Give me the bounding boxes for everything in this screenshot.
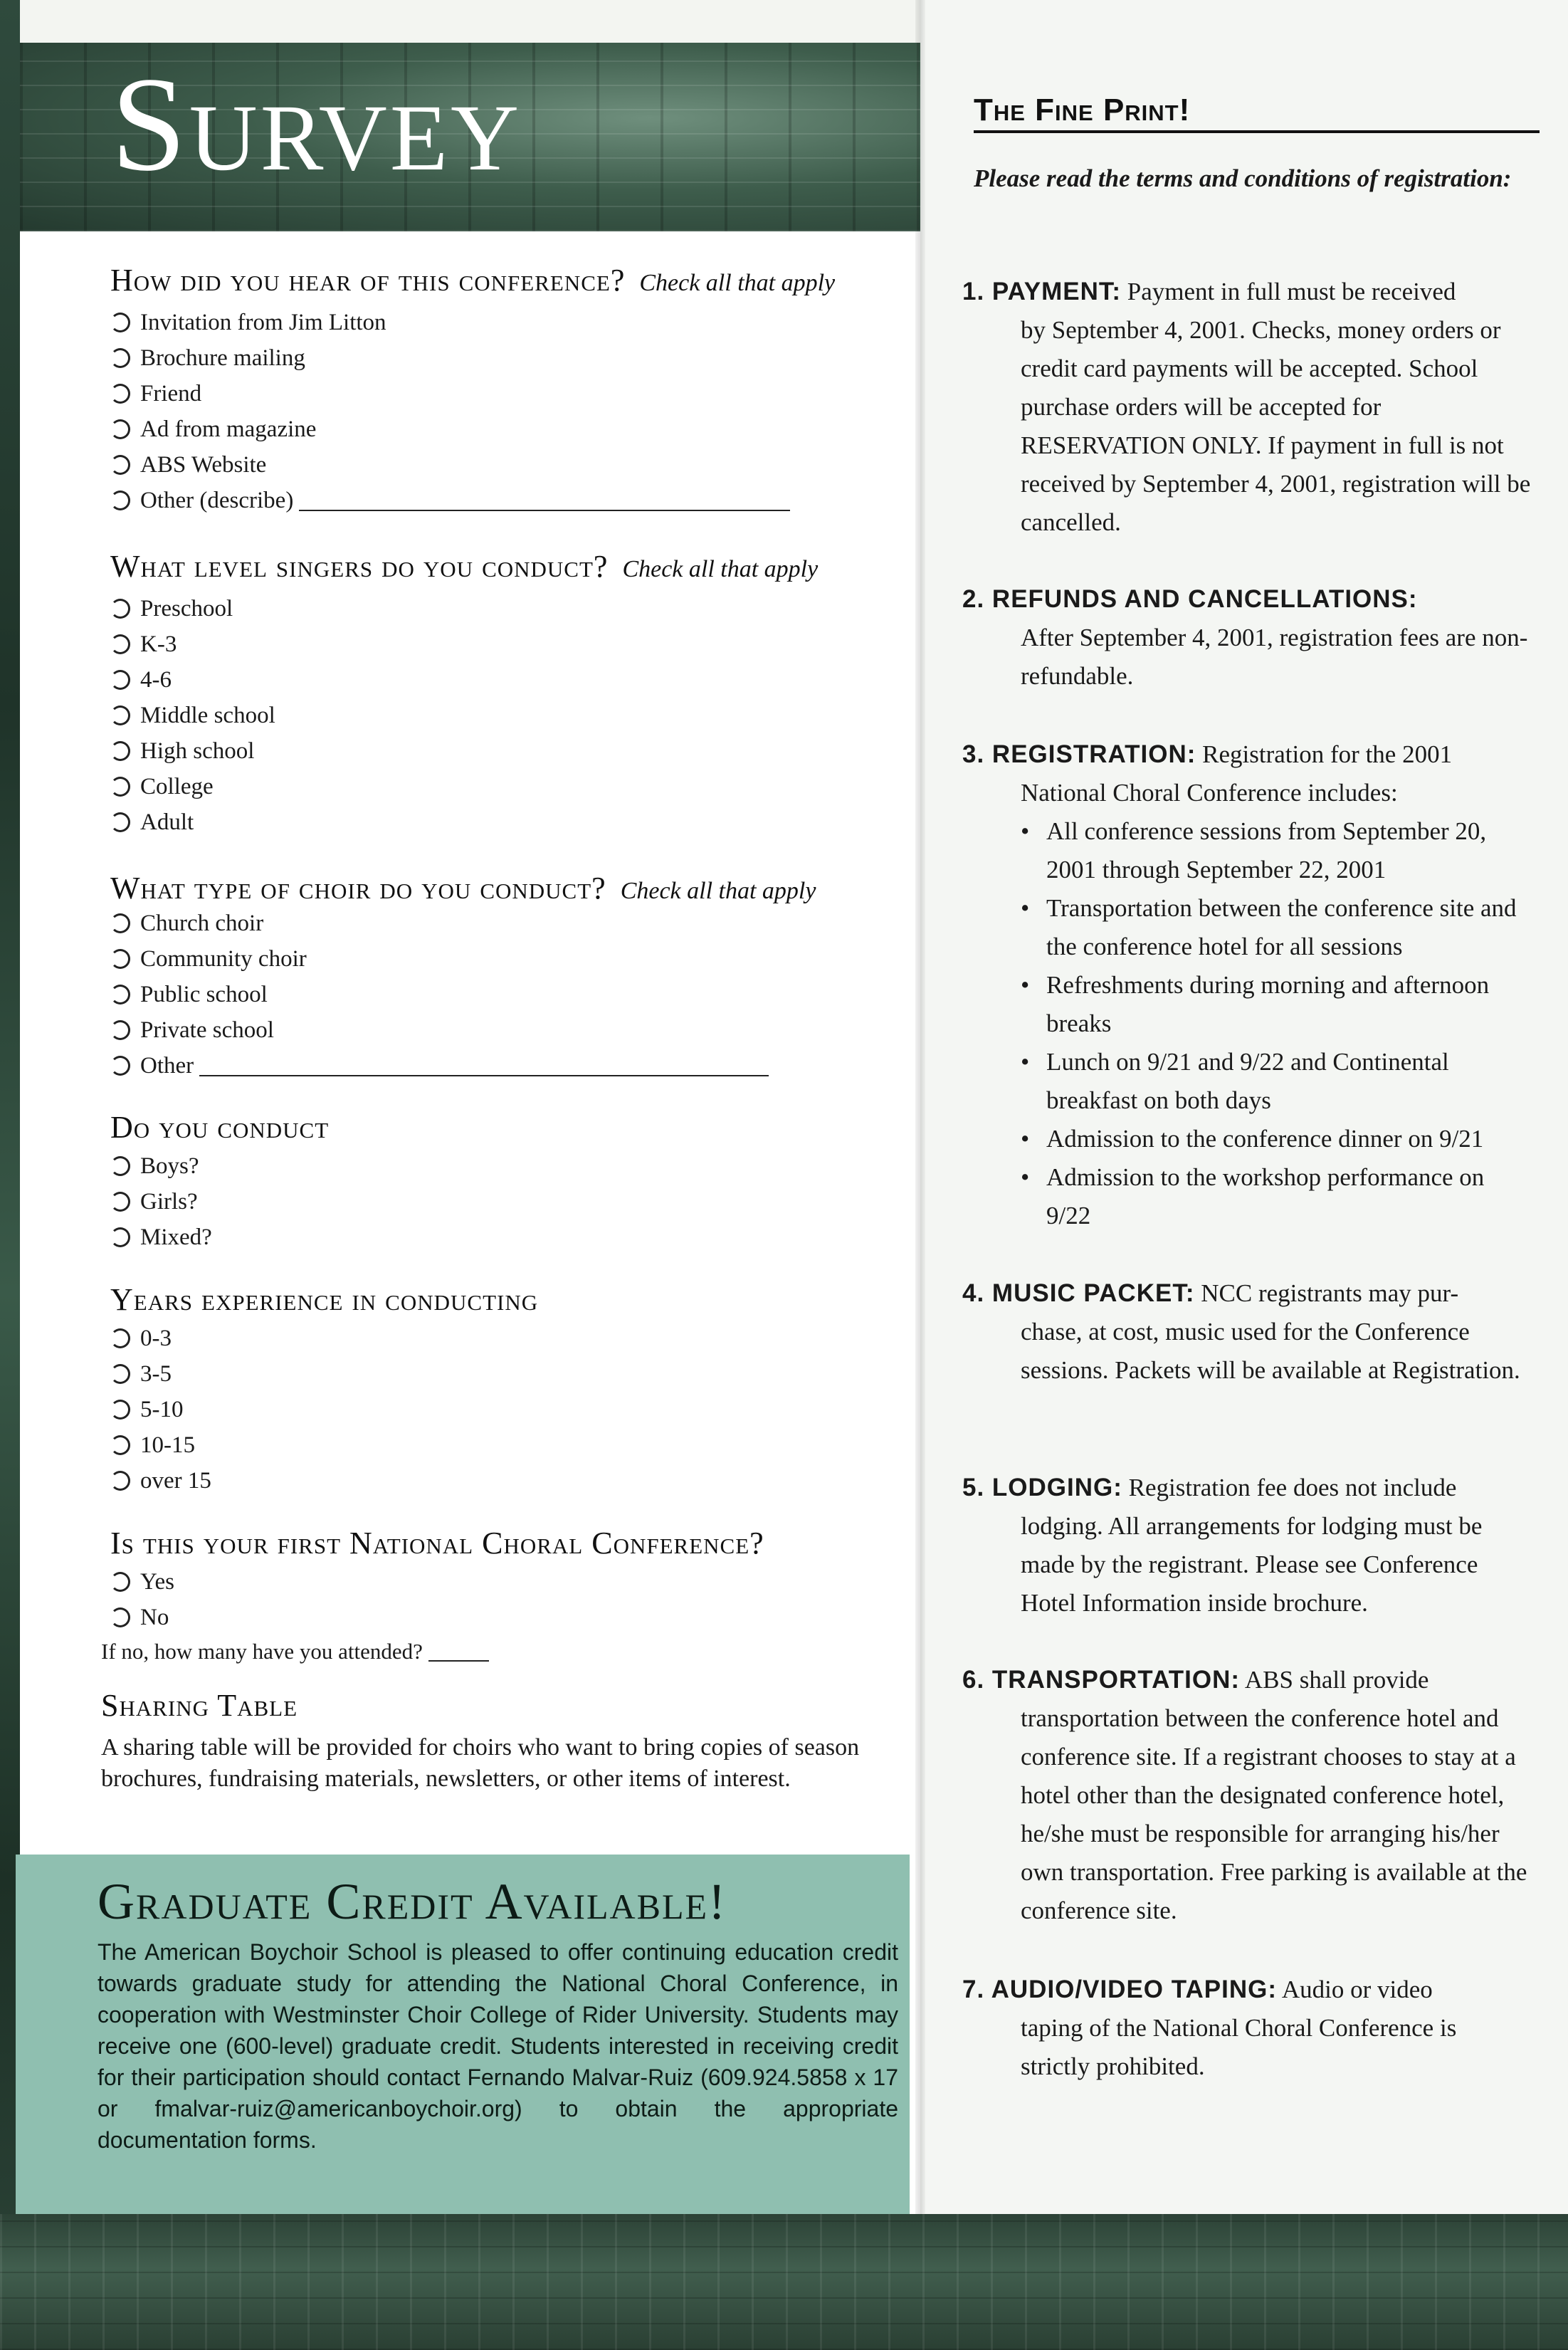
options-level xyxy=(110,591,275,840)
checkbox-circle-icon[interactable] xyxy=(110,705,130,725)
question-heading-conduct xyxy=(110,1109,329,1145)
options-conduct xyxy=(110,1148,212,1255)
checkbox-circle-icon[interactable] xyxy=(110,1056,130,1076)
checkbox-circle-icon[interactable] xyxy=(110,491,130,510)
option-no[interactable]: No xyxy=(110,1600,174,1635)
option-preschool[interactable]: Preschool xyxy=(110,591,275,626)
option-community-choir[interactable]: Community choir xyxy=(110,941,769,977)
graduate-credit-title: Graduate Credit Available! xyxy=(98,1873,727,1930)
checkbox-circle-icon[interactable] xyxy=(110,1156,130,1176)
option-high-school[interactable]: High school xyxy=(110,733,275,769)
term-refunds: 2. REFUNDS AND CANCELLATIONS: After September 4, 2001, registration fees are non-refundable. xyxy=(962,585,1528,690)
option-3-5[interactable]: 3-5 xyxy=(110,1356,211,1392)
checkbox-circle-icon[interactable] xyxy=(110,812,130,832)
checkbox-circle-icon[interactable] xyxy=(110,1607,130,1627)
term-registration: 3. REGISTRATION: Registration for the 2001 National Choral Conference includes: • All conference sessions from September 20, 2001 through September 22, 2001 • Transportation between the conference site and the conference hotel for all sessions • Refreshments during morning and afternoon breaks • Lunch on 9/21 and 9/22 and Continental breakfast on both days • Admission to the conference dinner on 9/21 • Admission to the workshop performance on 9/22 xyxy=(962,735,1532,1235)
options-choir-type xyxy=(110,906,769,1084)
question-text: Is this your first National Choral Conference? xyxy=(110,1526,764,1560)
checkbox-circle-icon[interactable] xyxy=(110,1572,130,1592)
option-middle-school[interactable]: Middle school xyxy=(110,698,275,733)
checkbox-circle-icon[interactable] xyxy=(110,1364,130,1384)
top-margin xyxy=(20,0,920,43)
question-text: What level singers do you conduct? xyxy=(110,549,609,584)
option-yes[interactable]: Yes xyxy=(110,1564,174,1600)
list-item: • Refreshments during morning and afternoon breaks xyxy=(1021,966,1532,1043)
list-item: • Transportation between the conference site and the conference hotel for all sessions xyxy=(1021,889,1532,966)
checkbox-circle-icon[interactable] xyxy=(110,1400,130,1420)
option-public-school[interactable]: Public school xyxy=(110,977,769,1012)
checkbox-circle-icon[interactable] xyxy=(110,455,130,475)
fill-in-line[interactable] xyxy=(299,510,790,511)
option-5-10[interactable]: 5-10 xyxy=(110,1392,211,1427)
option-invitation[interactable]: Invitation from Jim Litton xyxy=(110,305,790,340)
question-text: Do you conduct xyxy=(110,1110,330,1145)
option-brochure[interactable]: Brochure mailing xyxy=(110,340,790,376)
question-hint: Check all that apply xyxy=(620,878,816,904)
bottom-texture-band xyxy=(0,2214,1568,2350)
fine-print-title: The Fine Print! xyxy=(974,93,1191,127)
option-girls[interactable]: Girls? xyxy=(110,1184,212,1219)
checkbox-circle-icon[interactable] xyxy=(110,741,130,761)
term-music-packet: 4. MUSIC PACKET: NCC registrants may pur- chase, at cost, music used for the Conference sessions. Packets will be available at Registration. xyxy=(962,1279,1520,1384)
option-k-3[interactable]: K-3 xyxy=(110,626,275,662)
checkbox-circle-icon[interactable] xyxy=(110,634,130,654)
checkbox-circle-icon[interactable] xyxy=(110,313,130,332)
sharing-table-text: A sharing table will be provided for choirs who want to bring copies of season brochures, fundraising materials, newsletters, or other items of interest. xyxy=(101,1734,860,1792)
options-first-conference xyxy=(110,1564,174,1635)
graduate-credit-box xyxy=(16,1855,910,2214)
fine-print-rule xyxy=(974,130,1540,133)
question-hint: Check all that apply xyxy=(639,270,836,296)
checkbox-circle-icon[interactable] xyxy=(110,384,130,404)
fill-in-line[interactable] xyxy=(199,1075,769,1076)
checkbox-circle-icon[interactable] xyxy=(110,1227,130,1247)
checkbox-circle-icon[interactable] xyxy=(110,1471,130,1491)
question-text: Years experience in conducting xyxy=(110,1282,539,1317)
option-website[interactable]: ABS Website xyxy=(110,447,790,483)
checkbox-circle-icon[interactable] xyxy=(110,985,130,1004)
checkbox-circle-icon[interactable] xyxy=(110,1020,130,1040)
question-heading-choir-type xyxy=(110,870,816,906)
checkbox-circle-icon[interactable] xyxy=(110,419,130,439)
list-item: • Lunch on 9/21 and 9/22 and Continental breakfast on both days xyxy=(1021,1043,1532,1120)
term-audio-video: 7. AUDIO/VIDEO TAPING: Audio or video taping of the National Choral Conference is strictly prohibited. xyxy=(962,1976,1457,2080)
question-heading-first-conference xyxy=(110,1525,764,1561)
option-magazine[interactable]: Ad from magazine xyxy=(110,411,790,447)
question-heading-level xyxy=(110,548,818,584)
option-friend[interactable]: Friend xyxy=(110,376,790,411)
page-fold xyxy=(915,0,925,2214)
question-text: What type of choir do you conduct? xyxy=(110,871,606,906)
checkbox-circle-icon[interactable] xyxy=(110,599,130,619)
option-adult[interactable]: Adult xyxy=(110,804,275,840)
option-college[interactable]: College xyxy=(110,769,275,804)
option-boys[interactable]: Boys? xyxy=(110,1148,212,1184)
option-private-school[interactable]: Private school xyxy=(110,1012,769,1048)
term-payment: 1. PAYMENT: Payment in full must be received by September 4, 2001. Checks, money orders or credit card payments will be accepted. School purchase orders will be accepted for RESERVATION ONLY. If payment in full is not received by September 4, 2001, registration will be cancelled. xyxy=(962,278,1531,536)
checkbox-circle-icon[interactable] xyxy=(110,913,130,933)
option-4-6[interactable]: 4-6 xyxy=(110,662,275,698)
option-over-15[interactable]: over 15 xyxy=(110,1463,211,1499)
checkbox-circle-icon[interactable] xyxy=(110,1192,130,1212)
checkbox-circle-icon[interactable] xyxy=(110,949,130,969)
checkbox-circle-icon[interactable] xyxy=(110,777,130,797)
survey-banner xyxy=(20,43,920,231)
registration-includes-list xyxy=(962,812,1532,1235)
list-item: • All conference sessions from September 20, 2001 through September 22, 2001 xyxy=(1021,812,1532,889)
sharing-table-heading: Sharing Table xyxy=(101,1688,298,1723)
options-experience xyxy=(110,1321,211,1499)
graduate-credit-text: The American Boychoir School is pleased to offer continuing education credit towards graduate study for attending the National Choral Conference, in cooperation with Westminster Choir College of Rider University. Students may receive one (600-level) graduate credit. Students interested in receiving credit for their participation should contact Fernando Malvar-Ruiz (609.924.5858 x 17 or fmalvar-ruiz@americanboychoir.org) to obtain the appropriate documentation forms. xyxy=(98,1939,898,2153)
checkbox-circle-icon[interactable] xyxy=(110,670,130,690)
fill-in-line[interactable] xyxy=(428,1660,489,1662)
question-hint: Check all that apply xyxy=(622,556,819,582)
attended-count-prompt: If no, how many have you attended? xyxy=(101,1639,489,1664)
survey-title: Survey xyxy=(111,50,522,199)
list-item: • Admission to the conference dinner on 9/21 xyxy=(1021,1120,1532,1158)
option-mixed[interactable]: Mixed? xyxy=(110,1219,212,1255)
checkbox-circle-icon[interactable] xyxy=(110,348,130,368)
option-10-15[interactable]: 10-15 xyxy=(110,1427,211,1463)
list-item: • Admission to the workshop performance on 9/22 xyxy=(1021,1158,1532,1235)
fine-print-intro: Please read the terms and conditions of registration: xyxy=(974,164,1512,192)
checkbox-circle-icon[interactable] xyxy=(110,1435,130,1455)
question-text: How did you hear of this conference? xyxy=(110,263,626,298)
term-lodging: 5. LODGING: Registration fee does not include lodging. All arrangements for lodging must be made by the registrant. Please see Conference Hotel Information inside brochure. xyxy=(962,1474,1483,1617)
checkbox-circle-icon[interactable] xyxy=(110,1328,130,1348)
option-other-describe[interactable]: Other (describe) xyxy=(110,483,790,518)
option-church-choir[interactable]: Church choir xyxy=(110,906,769,941)
question-heading-heard xyxy=(110,262,835,298)
option-0-3[interactable]: 0-3 xyxy=(110,1321,211,1356)
term-transportation: 6. TRANSPORTATION: ABS shall provide transportation between the conference hotel and conference site. If a registrant chooses to stay at a hotel other than the designated conference hotel, he/she must be responsible for arranging his/her own transportation. Free parking is available at the conference site. xyxy=(962,1666,1527,1924)
option-other[interactable]: Other xyxy=(110,1048,769,1084)
options-heard xyxy=(110,305,790,518)
question-heading-experience xyxy=(110,1281,538,1318)
